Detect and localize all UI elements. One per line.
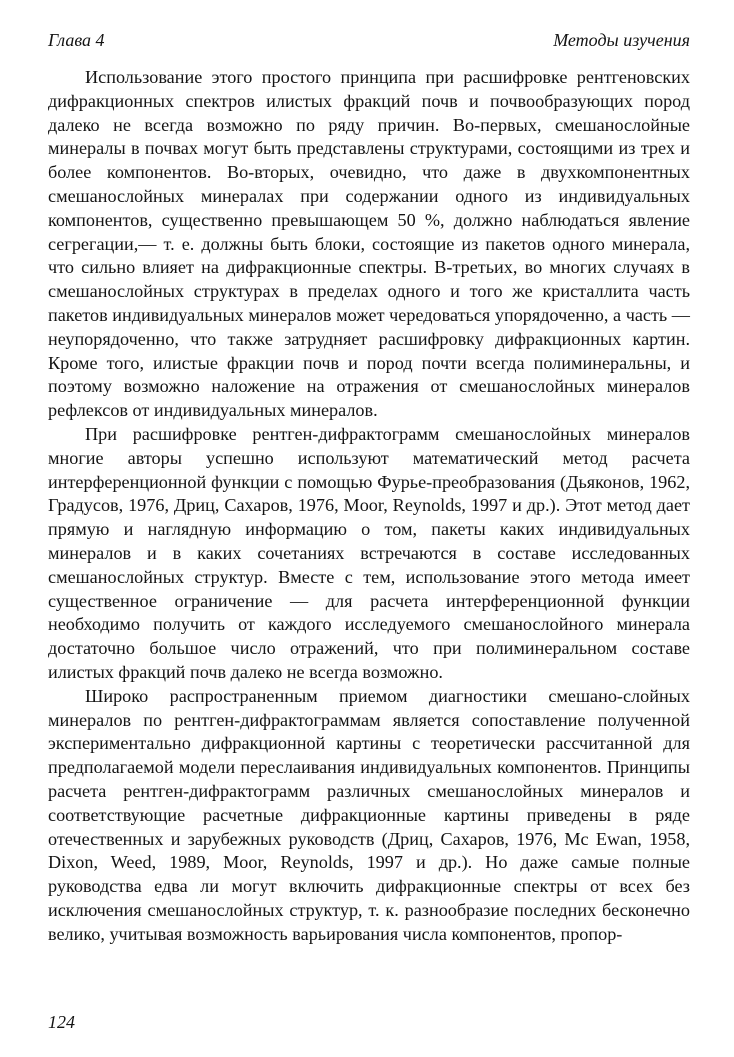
paragraph-2: При расшифровке рентген-дифрактограмм смешанослойных минералов многие авторы успешно используют математический метод расчета интерференционной функции с помощью Фурье-преобразования (Дьяконов, 1962, Градусов, 1976, Дриц, Сахаров, 1976, Moor, Reynolds, 1997 и др.). Этот метод дает прямую и наглядную информацию о том, пакеты каких индивидуальных минералов и в каких сочетаниях встречаются в составе исследованных смешанослойных структур. Вместе с тем, использование этого метода имеет существенное ограничение — для расчета интерференционной функции необходимо получить от каждого исследуемого смешанослойного минерала достаточно большое число отражений, что при полиминеральном составе илистых фракций почв далеко не всегда возможно. [48,423,690,682]
chapter-title: Глава 4 [48,30,105,50]
paragraph-3: Широко распространенным приемом диагностики смешано-слойных минералов по рентген-дифрактограммам является сопоставление полученной экспериментально дифракционной картины с теоретически рассчитанной для предполагаемой модели переслаивания индивидуальных компонентов. Принципы расчета рентген-дифрактограмм различных смешанослойных минералов и соответствующие расчетные дифракционные картины приведены в ряде отечественных и зарубежных руководств (Дриц, Сахаров, 1976, Mc Ewan, 1958, Dixon, Weed, 1989, Moor, Reynolds, 1997 и др.). Но даже самые полные руководства едва ли могут включить дифракционные спектры от всех без исключения смешанослойных структур, т. к. разнообразие последних бесконечно велико, учитывая возможность варьирования числа компонентов, пропор- [48,685,690,944]
paragraph-1: Использование этого простого принципа при расшифровке рентгеновских дифракционных спектров илистых фракций почв и почвообразующих пород далеко не всегда возможно по ряду причин. Во-первых, смешанослойные минералы в почвах могут быть представлены структурами, состоящими из трех и более компонентов. Во-вторых, очевидно, что даже в двухкомпонентных смешанослойных минералах при содержании одного из индивидуальных компонентов, существенно превышающем 50 %, должно наблюдаться явление сегрегации,— т. е. должны быть блоки, состоящие из пакетов одного минерала, что сильно влияет на дифракционные спектры. В-третьих, во многих случаях в смешанослойных структурах в пределах одного и того же кристаллита часть пакетов индивидуальных минералов может чередоваться упорядоченно, а часть — неупорядоченно, что также затрудняет расшифровку дифракционных картин. Кроме того, илистые фракции почв и пород почти всегда полиминеральны, и поэтому возможно наложение на отражения от смешанослойных минералов рефлексов от индивидуальных минералов. [48,67,690,421]
body-text [48,66,690,946]
running-header [48,30,690,54]
page-number: 124 [48,1012,75,1032]
section-title: Методы изучения [553,30,690,50]
